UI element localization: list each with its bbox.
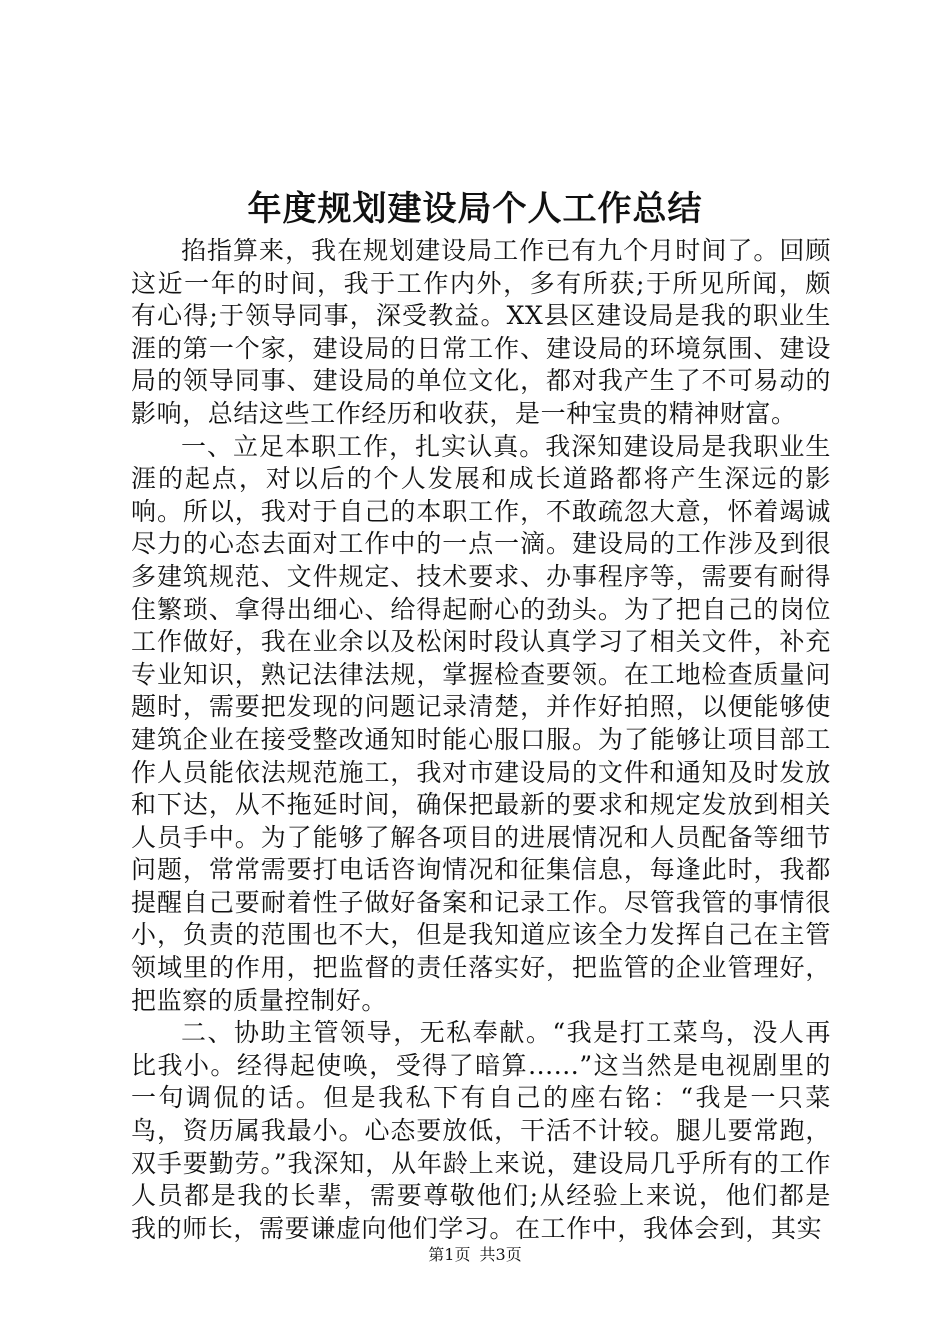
paragraph-intro: 掐指算来，我在规划建设局工作已有九个月时间了。回顾这近一年的时间，我于工作内外，多有所获;于所见所闻，颇有心得;于领导同事，深受教益。XX县区建设局是我的职业生涯的第一个家，建设局的日常工作、建设局的环境氛围、建设局的领导同事、建设局的单位文化，都对我产生了不可易动的影响，总结这些工作经历和收获，是一种宝贵的精神财富。 <box>131 236 831 428</box>
page-total: 共3页 <box>479 1245 522 1264</box>
paragraph-section-2: 二、协助主管领导，无私奉献。“我是打工菜鸟，没人再比我小。经得起使唤，受得了暗算......”这当然是电视剧里的一句调侃的话。但是我私下有自己的座右铭：“我是一只菜鸟，资历属我最小。心态要放低，干活不计较。腿儿要常跑，双手要勤劳。”我深知，从年龄上来说，建设局几乎所有的工作人员都是我的长辈，需要尊敬他们;从经验上来说，他们都是我的师长，需要谦虚向他们学习。在工作中，我体会到，其实 <box>131 1018 831 1243</box>
page-number: 第1页 <box>428 1245 471 1264</box>
document-body <box>131 235 831 1245</box>
paragraph-section-1: 一、立足本职工作，扎实认真。我深知建设局是我职业生涯的起点，对以后的个人发展和成长道路都将产生深远的影响。所以，我对于自己的本职工作，不敢疏忽大意，怀着竭诚尽力的心态去面对工作中的一点一滴。建设局的工作涉及到很多建筑规范、文件规定、技术要求、办事程序等，需要有耐得住繁琐、拿得出细心、给得起耐心的劲头。为了把自己的岗位工作做好，我在业余以及松闲时段认真学习了相关文件，补充专业知识，熟记法律法规，掌握检查要领。在工地检查质量问题时，需要把发现的问题记录清楚，并作好拍照，以便能够使建筑企业在接受整改通知时能心服口服。为了能够让项目部工作人员能依法规范施工，我对市建设局的文件和通知及时发放和下达，从不拖延时间，确保把最新的要求和规定发放到相关人员手中。为了能够了解各项目的进展情况和人员配备等细节问题，常常需要打电话咨询情况和征集信息，每逢此时，我都提醒自己要耐着性子做好备案和记录工作。尽管我管的事情很小，负责的范围也不大，但是我知道应该全力发挥自己在主管领域里的作用，把监督的责任落实好，把监管的企业管理好，把监察的质量控制好。 <box>131 431 831 1015</box>
page-footer <box>0 1244 950 1266</box>
document-title: 年度规划建设局个人工作总结 <box>247 189 703 229</box>
